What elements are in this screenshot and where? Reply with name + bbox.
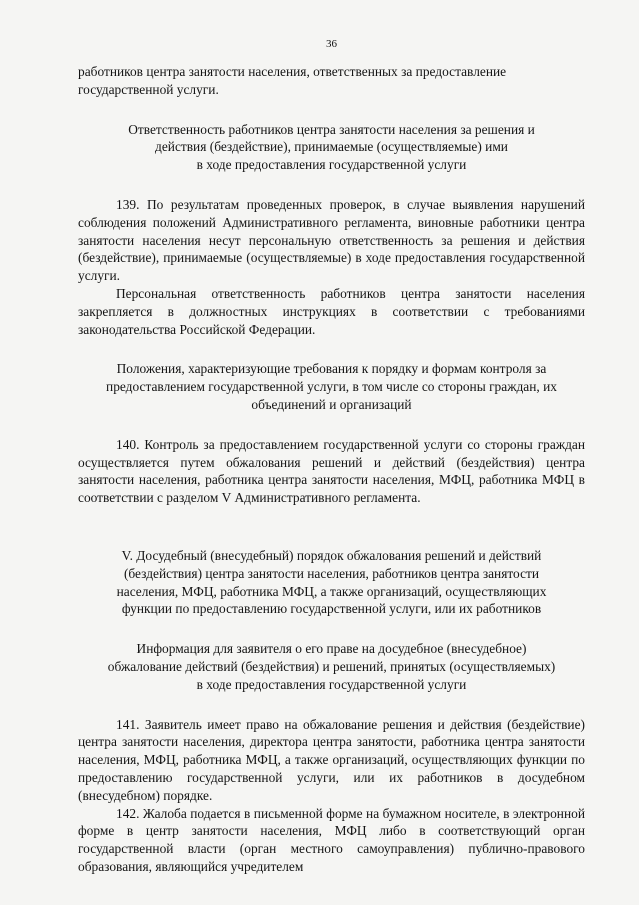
- intro-line-1: работников центра занятости населения, ответственных за предоставление: [78, 64, 507, 79]
- heading2-line-3: объединений и организаций: [251, 396, 412, 412]
- paragraph-140: 140. Контроль за предоставлением государственной услуги со стороны граждан осуществляется путем обжалования решений и действий (бездействия) центра занятости населения, работника центра занятости населения, МФЦ, работника МФЦ в соответствии с разделом V Административного регламента.: [78, 436, 585, 506]
- section5-line-4: функции по предоставлению государственной услуги, или их работников: [121, 601, 542, 617]
- page-number: 36: [326, 38, 337, 50]
- heading2-line-2: предоставлением государственной услуги, в том числе со стороны граждан, их: [106, 379, 557, 395]
- heading-responsibility: [78, 121, 585, 174]
- heading-control-provisions: [78, 360, 585, 413]
- heading1-line-3: в ходе предоставления государственной услуги: [196, 157, 467, 173]
- heading1-line-2: действия (бездействие), принимаемые (осуществляемые) ими: [155, 139, 508, 155]
- section5-line-1: V. Досудебный (внесудебный) порядок обжалования решений и действий: [121, 547, 542, 563]
- heading3-line-2: обжалование действий (бездействия) и решений, принятых (осуществляемых): [107, 658, 556, 674]
- paragraph-141: 141. Заявитель имеет право на обжалование решения и действия (бездействие) центра занятости населения, директора центра занятости, работника центра занятости населения, МФЦ, работника МФЦ, а также организаций, осуществляющих функции по предоставлению государственной услуги, или их работников в досудебном (внесудебном) порядке.: [78, 716, 585, 803]
- intro-line-2: государственной услуги.: [78, 81, 219, 97]
- section5-line-3: населения, МФЦ, работника МФЦ, а также организаций, осуществляющих: [116, 583, 547, 599]
- section5-line-2: (бездействия) центра занятости населения, работников центра занятости: [123, 565, 540, 581]
- intro-paragraph: [78, 63, 585, 99]
- section-v-title: [78, 547, 585, 618]
- heading3-line-3: в ходе предоставления государственной услуги: [196, 676, 467, 692]
- heading-appeal-information: [78, 640, 585, 693]
- paragraph-142: 142. Жалоба подается в письменной форме на бумажном носителе, в электронной форме в центр занятости населения, МФЦ либо в соответствующий орган государственной власти (орган местного самоуправления) публично-правового образования, являющийся учредителем: [78, 805, 585, 874]
- heading2-line-1: Положения, характеризующие требования к порядку и формам контроля за: [116, 361, 547, 377]
- paragraph-139: 139. По результатам проведенных проверок, в случае выявления нарушений соблюдения положений Административного регламента, виновные работники центра занятости населения несут персональную ответственность за решения и действия (бездействие), принимаемые (осуществляемые) в ходе предоставления государственной услуги.: [78, 196, 585, 284]
- paragraph-139-personal: Персональная ответственность работников центра занятости населения закрепляется в должностных инструкциях в соответствии с требованиями законодательства Российской Федерации.: [78, 285, 585, 337]
- heading3-line-1: Информация для заявителя о его праве на досудебное (внесудебное): [136, 641, 527, 657]
- heading1-line-1: Ответственность работников центра занятости населения за решения и: [128, 121, 535, 137]
